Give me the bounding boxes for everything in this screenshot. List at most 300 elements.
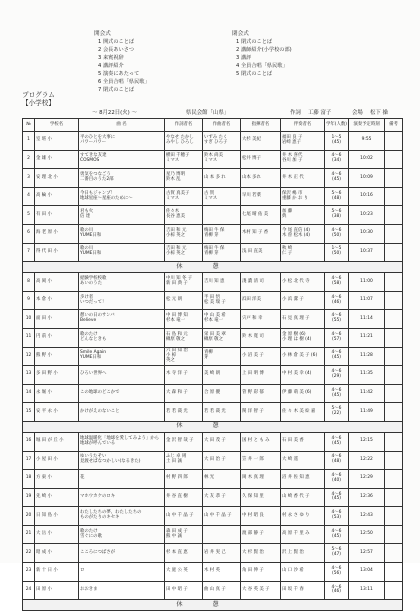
rest-label: 休憩 [23, 421, 403, 432]
row-number: 21 [23, 525, 35, 544]
opening-item: 4 講評紹介 [98, 63, 124, 69]
row-number: 3 [23, 169, 35, 188]
lyricist-line: 井 谷 直 樹 [166, 494, 188, 500]
song-title-line: ゆいうたそい [80, 454, 107, 460]
performance-time: 11:35 [349, 366, 385, 385]
composer-line: 梅田 牛 保 [204, 246, 225, 252]
accompanist-line: 岩崎 恵子 [282, 139, 301, 145]
composer-line: 木 村 英 [204, 568, 220, 574]
lyricist [165, 563, 203, 582]
song-title [79, 432, 165, 451]
accompanist [281, 150, 325, 169]
lyricist-line: 田 中 昭 子 [166, 587, 188, 592]
song-title-line: 君も火 [80, 209, 94, 215]
notes-cell [385, 328, 403, 347]
col-accompanist: 伴奏者名 [281, 119, 325, 132]
grade-count-line: 4～6 [331, 584, 342, 590]
notes-cell [385, 384, 403, 403]
grade-count-line: (46) [331, 299, 341, 305]
accompanist-line: 木 曽 松木 (4) [282, 232, 310, 238]
table-row [23, 507, 403, 526]
composer [203, 451, 241, 470]
notes-cell [385, 224, 403, 243]
performance-time: 10:02 [349, 150, 385, 169]
composer [203, 187, 241, 206]
conductor: 浜田 洋美 [241, 291, 281, 310]
lyricist-line: 大 庭 公 英 [166, 568, 188, 574]
composer-line: 山 本 多 れ [204, 174, 226, 180]
lyricist [165, 384, 203, 403]
grade-count-line: (55) [331, 318, 341, 324]
lyricist [165, 347, 203, 366]
lyricist [165, 243, 203, 262]
song-title-line: かけがえのないこと [80, 408, 120, 414]
table-row [23, 347, 403, 366]
grade-count-line: 1～5 [331, 134, 342, 140]
lyricist-line: 熊 中 誠 [166, 533, 182, 539]
lyricist-line: ふじ 卓 則 [166, 454, 187, 460]
song-title-line: おおきま [80, 587, 98, 592]
notes-cell [385, 310, 403, 329]
performance-time: 9:55 [349, 132, 385, 151]
table-row [23, 432, 403, 451]
accompanist-line: 金 原 樹 (6) [282, 331, 306, 337]
lyricist [165, 187, 203, 206]
opening-item: 2 会長あいさつ [98, 47, 135, 53]
composer-line: 若 若 裁 光 [204, 408, 226, 414]
song-title-line: 今日もジャンプ！ [80, 190, 116, 196]
composer-line: 山 中 千 晶 子 [204, 512, 232, 518]
accompanist-line: 山 口 沙 希 [282, 568, 304, 574]
lyricist-line: 金 沢 智 哉 子 [166, 438, 194, 444]
grade-count-line: 4～6 [331, 350, 342, 356]
table-row [23, 581, 403, 600]
composer-line: 槇原 敬之 [204, 336, 223, 342]
grade-count-line: (29) [331, 373, 341, 379]
accompanist-line: 田 坂 千 春 [282, 587, 304, 592]
grade-count [325, 169, 349, 188]
song-title-line: YUME日和 [80, 355, 102, 361]
song-title [79, 507, 165, 526]
song-title [79, 384, 165, 403]
grade-count [325, 581, 349, 600]
composer [203, 384, 241, 403]
notes-cell [385, 187, 403, 206]
composer-line: 古 賀 [204, 190, 215, 196]
notes-cell [385, 507, 403, 526]
lyricist-line: 新 田 典 子 [166, 280, 188, 286]
row-number: 8 [23, 273, 35, 292]
accompanist-line: 沼 井 佐 知 恵 [282, 475, 310, 481]
notes-cell [385, 563, 403, 582]
lyricist-line: 六 田 知 治 [166, 347, 188, 353]
closing-item: 5 閉式のことば [236, 71, 273, 77]
grade-count-line: 4～6 [331, 331, 342, 337]
song-title-line: 信 達 [80, 214, 91, 220]
lyricist-line: 長谷 恵美 [166, 214, 185, 220]
composer [203, 432, 241, 451]
grade-count [325, 488, 349, 507]
grade-count-line: 5～6 [331, 547, 342, 553]
grade-count-line: (58) [331, 280, 341, 286]
grade-count [325, 347, 349, 366]
conductor: 早川 若菜 [241, 187, 281, 206]
song-title-line: 歌の川 [80, 246, 94, 252]
song-title [79, 132, 165, 151]
accompanist-line: 谷川 加 子 [282, 158, 303, 164]
song-title [79, 169, 165, 188]
accompanist-line: 佐 々 木 美 絵 嘉 [282, 408, 316, 414]
song-title-line: ひろい世界へ [80, 371, 107, 377]
notes-cell [385, 132, 403, 151]
school-name: 室 班 小 [35, 132, 79, 151]
notes-cell [385, 581, 403, 600]
composer-line: すぎ ひろ子 [204, 139, 228, 145]
song-title-line: 歌のたけ [80, 331, 98, 337]
school-name: 得 代 田 小 [35, 243, 79, 262]
closing-item: 2 講師紹介(小学校の部) [236, 47, 292, 53]
composer-line: 林 光 [204, 475, 215, 481]
notes-cell [385, 347, 403, 366]
grade-count [325, 470, 349, 489]
composer-line: 鈴木 尚美 [204, 153, 223, 159]
accompanist [281, 451, 325, 470]
accompanist-line: 今 尾 直信 (4) [282, 227, 310, 233]
song-title [79, 488, 165, 507]
song-title-line: 平のひとを大事に [80, 134, 116, 140]
composer-line: 中 山 美 希 [204, 313, 226, 319]
school-name: 高 岡 小 [35, 273, 79, 292]
song-title [79, 347, 165, 366]
row-number: 20 [23, 507, 35, 526]
song-title-line: Smile Again [80, 350, 107, 356]
song-title [79, 563, 165, 582]
conductor: 久 保 知 里 [241, 488, 281, 507]
school-name: 小 屋 田 小 [35, 451, 79, 470]
col-no: № [23, 119, 35, 132]
composer [203, 243, 241, 262]
lyricist [165, 150, 203, 169]
lyricist [165, 507, 203, 526]
row-number: 17 [23, 451, 35, 470]
grade-count-line: 4～6 [331, 294, 342, 300]
song-title-line: わたしたちの夢、わたしたちの [80, 510, 142, 516]
conductor: 大 谷 英 美 子 [241, 581, 281, 600]
song-title [79, 243, 165, 262]
song-title-line: Believe [80, 318, 97, 324]
lyricist [165, 273, 203, 292]
song-title-line: 歌のたけ [80, 528, 98, 534]
conductor: 七尾 晴 佑 美 [241, 206, 281, 225]
school-name: 有 田 小 [35, 206, 79, 225]
grade-count-line: (48) [331, 195, 341, 201]
col-notes: 備考 [385, 119, 403, 132]
staff-label-1: 作詞 [290, 110, 301, 116]
lyricist-line: 杉本 竜一 [166, 318, 185, 324]
composer-line: ミマス [204, 158, 218, 164]
lyricist-line: 若 若 裁 光 [166, 408, 188, 414]
song-title [79, 224, 165, 243]
program-header [22, 91, 55, 107]
school-name: 先 崎 小 [35, 488, 79, 507]
accompanist-line: 小 林 倉 美 子 (6) [282, 352, 318, 358]
accompanist-line: 小 浜 潔 子 [282, 297, 304, 303]
notes-cell [385, 525, 403, 544]
notes-cell [385, 273, 403, 292]
accompanist-line: 中 村 美 幸 (4) [282, 371, 312, 377]
grade-count-line: (56) [331, 570, 341, 576]
conductor: 鈴 木 寛 司 [241, 328, 281, 347]
accompanist-line: 小 理 は 樹 (4) [282, 336, 312, 342]
grade-count [325, 206, 349, 225]
conductor: 大杉 美紀 [241, 132, 281, 151]
grade-count [325, 291, 349, 310]
song-title [79, 273, 165, 292]
lyricist-line: 村 野 四 郎 [166, 475, 188, 481]
conductor: 笠 井 一 郎 [241, 451, 281, 470]
song-title-line: YUME日和 [80, 232, 102, 238]
performance-time: 12:15 [349, 432, 385, 451]
song-title-line: 地球が呼んでいる [80, 440, 116, 446]
song-title-line: すてきな友達 [80, 153, 107, 159]
performance-time: 10:09 [349, 169, 385, 188]
accompanist-line: 大 崎 遥 [282, 456, 298, 462]
song-title [79, 403, 165, 422]
conductor: 淺 濃 清 司 [241, 273, 281, 292]
composer-line: 合 原 優 [204, 390, 220, 396]
row-number: 22 [23, 544, 35, 563]
row-number: 5 [23, 206, 35, 225]
performance-time: 11:49 [349, 403, 385, 422]
lyricist [165, 403, 203, 422]
accompanist [281, 291, 325, 310]
accompanist [281, 563, 325, 582]
row-number: 19 [23, 488, 35, 507]
composer [203, 366, 241, 385]
accompanist-line: 保沢 嶋 市 [282, 190, 303, 196]
rest-row [23, 262, 403, 273]
composer-line: 大 田 治 子 [204, 456, 226, 462]
table-row [23, 150, 403, 169]
song-title-line: 経験学校校歌 [80, 276, 107, 282]
grade-count-line: (46) [331, 589, 341, 595]
accompanist [281, 384, 325, 403]
composer-line: 半 田 悟 [204, 294, 220, 300]
grade-count [325, 328, 349, 347]
song-title-line: 歌の川 [80, 227, 94, 233]
school-name: 多 田 野 小 [35, 366, 79, 385]
song-title-line: 憩いの日のサンバ [80, 313, 115, 319]
performance-time: 10:37 [349, 243, 385, 262]
grade-count-line: (48) [331, 459, 341, 465]
grade-count [325, 273, 349, 292]
conductor: 松井 博子 [241, 150, 281, 169]
school-name: 金 雄 小 [35, 150, 79, 169]
grade-count-line: 4～6 [331, 172, 342, 178]
row-number: 12 [23, 347, 35, 366]
composer [203, 488, 241, 507]
song-title-line: この地球のどこかで [80, 390, 120, 396]
grade-count [325, 563, 349, 582]
table-body [23, 132, 403, 611]
accompanist [281, 525, 325, 544]
rest-label: 休憩 [23, 600, 403, 611]
opening-item: 5 演奏にあたって [98, 71, 140, 77]
conductor: 菅 野 彩 郁 [241, 384, 281, 403]
event-date: ～ 8月22日(火) ～ [92, 110, 137, 116]
table-row [23, 366, 403, 385]
lyricist [165, 366, 203, 385]
table-row [23, 187, 403, 206]
accompanist-line: 沢 上 賢 治 [282, 549, 304, 555]
performance-time: 12:43 [349, 507, 385, 526]
composer-line: いずみ たく [204, 134, 228, 140]
conductor: 関 洋 智 子 [241, 403, 281, 422]
grade-count-line: 5～6 [331, 190, 342, 196]
grade-count-line: (45) [331, 139, 341, 145]
table-row [23, 206, 403, 225]
table-row [23, 488, 403, 507]
lyricist-line: 英之 [166, 357, 175, 363]
row-number: 16 [23, 432, 35, 451]
grade-count [325, 451, 349, 470]
song-title [79, 581, 165, 600]
lyricist [165, 581, 203, 600]
composer [203, 150, 241, 169]
school-name: 新 十 日 小 [35, 563, 79, 582]
grade-count-line: 4～6 [331, 387, 342, 393]
song-title-line: パワーパワー [80, 139, 107, 145]
lyricist [165, 310, 203, 329]
rest-row [23, 600, 403, 611]
table-row [23, 563, 403, 582]
accompanist [281, 470, 325, 489]
composer [203, 347, 241, 366]
grade-count [325, 243, 349, 262]
composer [203, 403, 241, 422]
grade-count [325, 544, 349, 563]
composer-line: 栄 田 美 翠 [204, 331, 226, 337]
lyricist-line: 槇原 敬之 [166, 336, 185, 342]
song-title [79, 451, 165, 470]
song-title-line: COSMOS [80, 158, 100, 164]
grade-count-line: 4～6 [331, 528, 342, 534]
composer-line: 美 崎 朗 [204, 371, 220, 377]
notes-cell [385, 206, 403, 225]
grade-count [325, 366, 349, 385]
composer [203, 544, 241, 563]
notes-cell [385, 169, 403, 188]
grade-count [325, 132, 349, 151]
lyricist-line: やなせ たかし [166, 134, 194, 140]
performance-time: 12:57 [349, 544, 385, 563]
school-name: 永 堀 小 [35, 384, 79, 403]
composer [203, 310, 241, 329]
school-name: 熊 野 小 [35, 347, 79, 366]
accompanist-line: 福田 良 子 [282, 134, 303, 140]
song-title-line: 地球星座～星座のために～ [80, 195, 133, 201]
lyricist-line: 大 森 和 子 [166, 390, 188, 396]
composer [203, 470, 241, 489]
school-name: 本 倉 小 [35, 291, 79, 310]
lyricist-line: みやし ひろし [166, 139, 194, 145]
school-name: 高 輪 小 [35, 187, 79, 206]
table-header-row [23, 119, 403, 132]
song-title-line: 雪ぐにの歌 [80, 533, 102, 539]
lyricist-line: ミマス [166, 195, 180, 201]
opening-item: 7 閉式のことば [98, 87, 135, 93]
song-title-line: 勇気をつなごう [80, 172, 111, 178]
conductor: 大 杉 賢 治 [241, 544, 281, 563]
school-name: 安 理 北 小 [35, 169, 79, 188]
program-section: 【小学校】 [22, 99, 55, 107]
grade-count-line: 4～6 [331, 491, 342, 497]
song-title-line: 見渡せばなつかしい(なるきた) [80, 459, 141, 465]
lyricist-line: 古賀 真美子 [166, 190, 190, 196]
lyricist-line: 星乃 博明 [166, 172, 185, 178]
grade-count [325, 507, 349, 526]
composer-line: 青柳 芽 [204, 232, 219, 238]
grade-count-line: (38) [331, 214, 341, 220]
notes-cell [385, 403, 403, 422]
notes-cell [385, 432, 403, 451]
row-number: 7 [23, 243, 35, 262]
song-title-line: 花 [80, 475, 85, 481]
performance-time: 12:36 [349, 488, 385, 507]
accompanist-line: 山 崎 香 代 子 [282, 494, 310, 500]
grade-count-line: (57) [331, 336, 341, 342]
performance-time: 10:30 [349, 224, 385, 243]
lyricist-line: 松 元 朗 [166, 297, 182, 303]
table-row [23, 328, 403, 347]
song-title [79, 310, 165, 329]
table-row [23, 525, 403, 544]
lyricist [165, 291, 203, 310]
conductor: 宍戸 和 幸 [241, 310, 281, 329]
school-name: 海 老 原 小 [35, 224, 79, 243]
rest-label: 休憩 [23, 262, 403, 273]
row-number: 10 [23, 310, 35, 329]
accompanist [281, 366, 325, 385]
performance-time: 13:11 [349, 581, 385, 600]
composer-line: 芽 [204, 355, 209, 361]
song-title [79, 328, 165, 347]
grade-count-line: 4～6 [331, 472, 342, 478]
composer [203, 291, 241, 310]
closing-item: 1 閉式のことば [236, 39, 273, 45]
lyricist-line: 佐々木 [166, 209, 180, 215]
performance-time: 13:04 [349, 563, 385, 582]
composer-line: 青柳 [204, 350, 213, 356]
grade-count-line: (53) [331, 515, 341, 521]
lyricist [165, 169, 203, 188]
accompanist [281, 187, 325, 206]
composer-line: 松 美 瑞 子 [204, 299, 226, 305]
lyricist-line: 石 島 和 元 [166, 331, 188, 337]
song-title [79, 525, 165, 544]
row-number: 1 [23, 132, 35, 151]
venue-name: 県民会館「山県」 [186, 110, 230, 116]
grade-count-line: 5～6 [331, 406, 342, 412]
table-row [23, 310, 403, 329]
row-number: 15 [23, 403, 35, 422]
conductor: 木村 知 子 香 [241, 224, 281, 243]
accompanist-line: 井 木 喜代 [282, 153, 303, 159]
accompanist-line: 伊 藤 萌 美 (6) [282, 390, 312, 396]
closing-ceremony [232, 30, 292, 78]
lyricist-line: 小 椋 [166, 352, 177, 358]
row-number: 14 [23, 384, 35, 403]
